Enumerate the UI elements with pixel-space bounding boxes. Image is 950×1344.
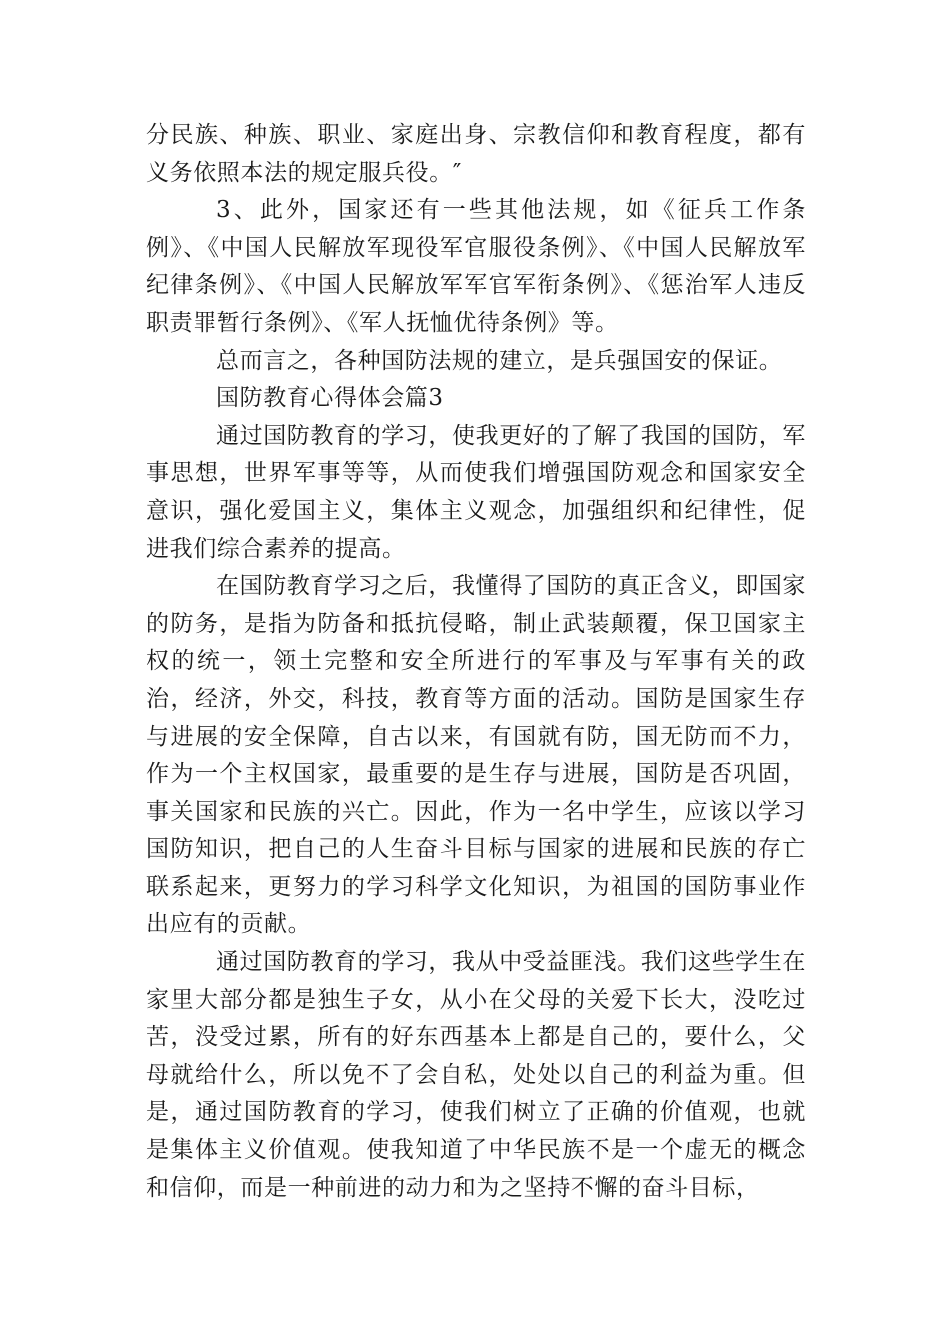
- paragraph: 在国防教育学习之后，我懂得了国防的真正含义，即国家的防务，是指为防备和抵抗侵略，制止武装颠覆，保卫国家主权的统一，领土完整和安全所进行的军事及与军事有关的政治，经济，外交，科技，教育等方面的活动。国防是国家生存与进展的安全保障，自古以来，有国就有防，国无防而不力，作为一个主权国家，最重要的是生存与进展，国防是否巩固，事关国家和民族的兴亡。因此，作为一名中学生，应该以学习国防知识，把自己的人生奋斗目标与国家的进展和民族的存亡联系起来，更努力的学习科学文化知识，为祖国的国防事业作出应有的贡献。: [146, 573, 806, 938]
- paragraph: 通过国防教育的学习，我从中受益匪浅。我们这些学生在家里大部分都是独生子女，从小在父母的关爱下长大，没吃过苦，没受过累，所有的好东西基本上都是自己的，要什么，父母就给什么，所以免不了会自私，处处以自己的利益为重。但是，通过国防教育的学习，使我们树立了正确的价值观，也就是集体主义价值观。使我知道了中华民族不是一个虚无的概念和信仰，而是一种前进的动力和为之坚持不懈的奋斗目标，: [146, 949, 806, 1201]
- paragraph: 分民族、种族、职业、家庭出身、宗教信仰和教育程度，都有义务依照本法的规定服兵役。″: [146, 122, 806, 186]
- section-heading: 国防教育心得体会篇3: [216, 385, 444, 412]
- document-body: [146, 117, 806, 1207]
- paragraph: 总而言之，各种国防法规的建立，是兵强国安的保证。: [216, 347, 783, 374]
- paragraph: 3、此外，国家还有一些其他法规，如《征兵工作条例》、《中国人民解放军现役军官服役条例》、《中国人民解放军纪律条例》、《中国人民解放军军官军衔条例》、《惩治军人违反职责罪暂行条例》、《军人抚恤优待条例》等。: [146, 197, 806, 336]
- paragraph: 通过国防教育的学习，使我更好的了解了我国的国防，军事思想，世界军事等等，从而使我们增强国防观念和国家安全意识，强化爱国主义，集体主义观念，加强组织和纪律性，促进我们综合素养的提高。: [146, 422, 806, 562]
